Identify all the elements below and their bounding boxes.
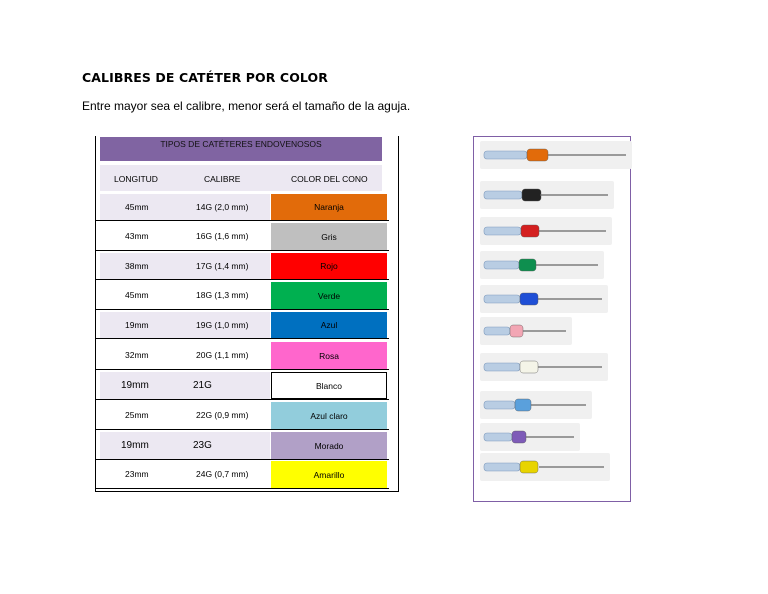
- table-row: [100, 312, 382, 338]
- table-row: [100, 432, 382, 459]
- cell-length: 32mm: [125, 350, 149, 360]
- cell-gauge: 19G (1,0 mm): [196, 320, 249, 330]
- table-row: [100, 282, 382, 309]
- row-divider: [95, 220, 389, 221]
- table-row: [100, 253, 382, 279]
- header-gauge: CALIBRE: [204, 174, 241, 184]
- header-color: COLOR DEL CONO: [291, 174, 368, 184]
- row-divider: [95, 369, 389, 370]
- cell-cone-color: Gris: [271, 223, 387, 250]
- cell-cone-color: Rojo: [271, 253, 387, 279]
- row-divider: [95, 250, 389, 251]
- table-caption: TIPOS DE CATÉTERES ENDOVENOSOS: [100, 137, 382, 161]
- cell-gauge: 17G (1,4 mm): [196, 261, 249, 271]
- cell-cone-color: Azul: [271, 312, 387, 338]
- cell-gauge: 24G (0,7 mm): [196, 469, 249, 479]
- cell-length: 45mm: [125, 290, 149, 300]
- cell-length: 19mm: [121, 380, 149, 391]
- row-divider: [95, 279, 389, 280]
- document-title: CALIBRES DE CATÉTER POR COLOR: [82, 70, 328, 85]
- catheter-photos-panel: [473, 136, 631, 502]
- catheter-icon: [480, 217, 612, 245]
- catheter-icon: [480, 353, 608, 381]
- catheter-photo: [480, 285, 608, 313]
- table-row: [100, 342, 382, 369]
- cell-length: 19mm: [125, 320, 149, 330]
- catheter-photo: [480, 353, 608, 381]
- catheter-icon: [480, 391, 592, 419]
- cell-length: 25mm: [125, 410, 149, 420]
- cell-gauge: 14G (2,0 mm): [196, 202, 249, 212]
- cell-gauge: 16G (1,6 mm): [196, 231, 249, 241]
- row-divider: [95, 488, 389, 489]
- table-row: [100, 402, 382, 429]
- row-divider: [95, 309, 389, 310]
- catheter-photo: [480, 141, 632, 169]
- cell-cone-color: Blanco: [271, 372, 387, 399]
- cell-cone-color: Azul claro: [271, 402, 387, 429]
- cell-length: 43mm: [125, 231, 149, 241]
- cell-cone-color: Rosa: [271, 342, 387, 369]
- catheter-icon: [480, 251, 604, 279]
- cell-length: 45mm: [125, 202, 149, 212]
- catheter-icon: [480, 285, 608, 313]
- catheter-photo: [480, 317, 572, 345]
- cell-length: 38mm: [125, 261, 149, 271]
- column-header-row: [100, 165, 382, 191]
- row-divider: [95, 459, 389, 460]
- catheter-icon: [480, 181, 614, 209]
- cell-cone-color: Amarillo: [271, 461, 387, 488]
- table-row: [100, 461, 382, 488]
- header-length: LONGITUD: [114, 174, 158, 184]
- catheter-photo: [480, 391, 592, 419]
- row-divider: [95, 399, 389, 400]
- table-row: [100, 194, 382, 220]
- row-divider: [95, 338, 389, 339]
- catheter-photo: [480, 181, 614, 209]
- catheter-photo: [480, 217, 612, 245]
- cell-gauge: 20G (1,1 mm): [196, 350, 249, 360]
- cell-gauge: 23G: [193, 440, 212, 451]
- cell-length: 23mm: [125, 469, 149, 479]
- cell-gauge: 18G (1,3 mm): [196, 290, 249, 300]
- cell-gauge: 21G: [193, 380, 212, 391]
- cell-cone-color: Naranja: [271, 194, 387, 220]
- catheter-photo: [480, 453, 610, 481]
- cell-cone-color: Morado: [271, 432, 387, 459]
- row-divider: [95, 429, 389, 430]
- cell-gauge: 22G (0,9 mm): [196, 410, 249, 420]
- catheter-icon: [480, 423, 580, 451]
- intro-text: Entre mayor sea el calibre, menor será el tamaño de la aguja.: [82, 99, 411, 113]
- table-row: [100, 223, 382, 250]
- cell-length: 19mm: [121, 440, 149, 451]
- cell-cone-color: Verde: [271, 282, 387, 309]
- catheter-photo: [480, 423, 580, 451]
- catheter-icon: [480, 141, 632, 169]
- catheter-photo: [480, 251, 604, 279]
- table-row: [100, 372, 382, 399]
- catheter-icon: [480, 317, 572, 345]
- catheter-icon: [480, 453, 610, 481]
- catheter-table: [95, 136, 399, 492]
